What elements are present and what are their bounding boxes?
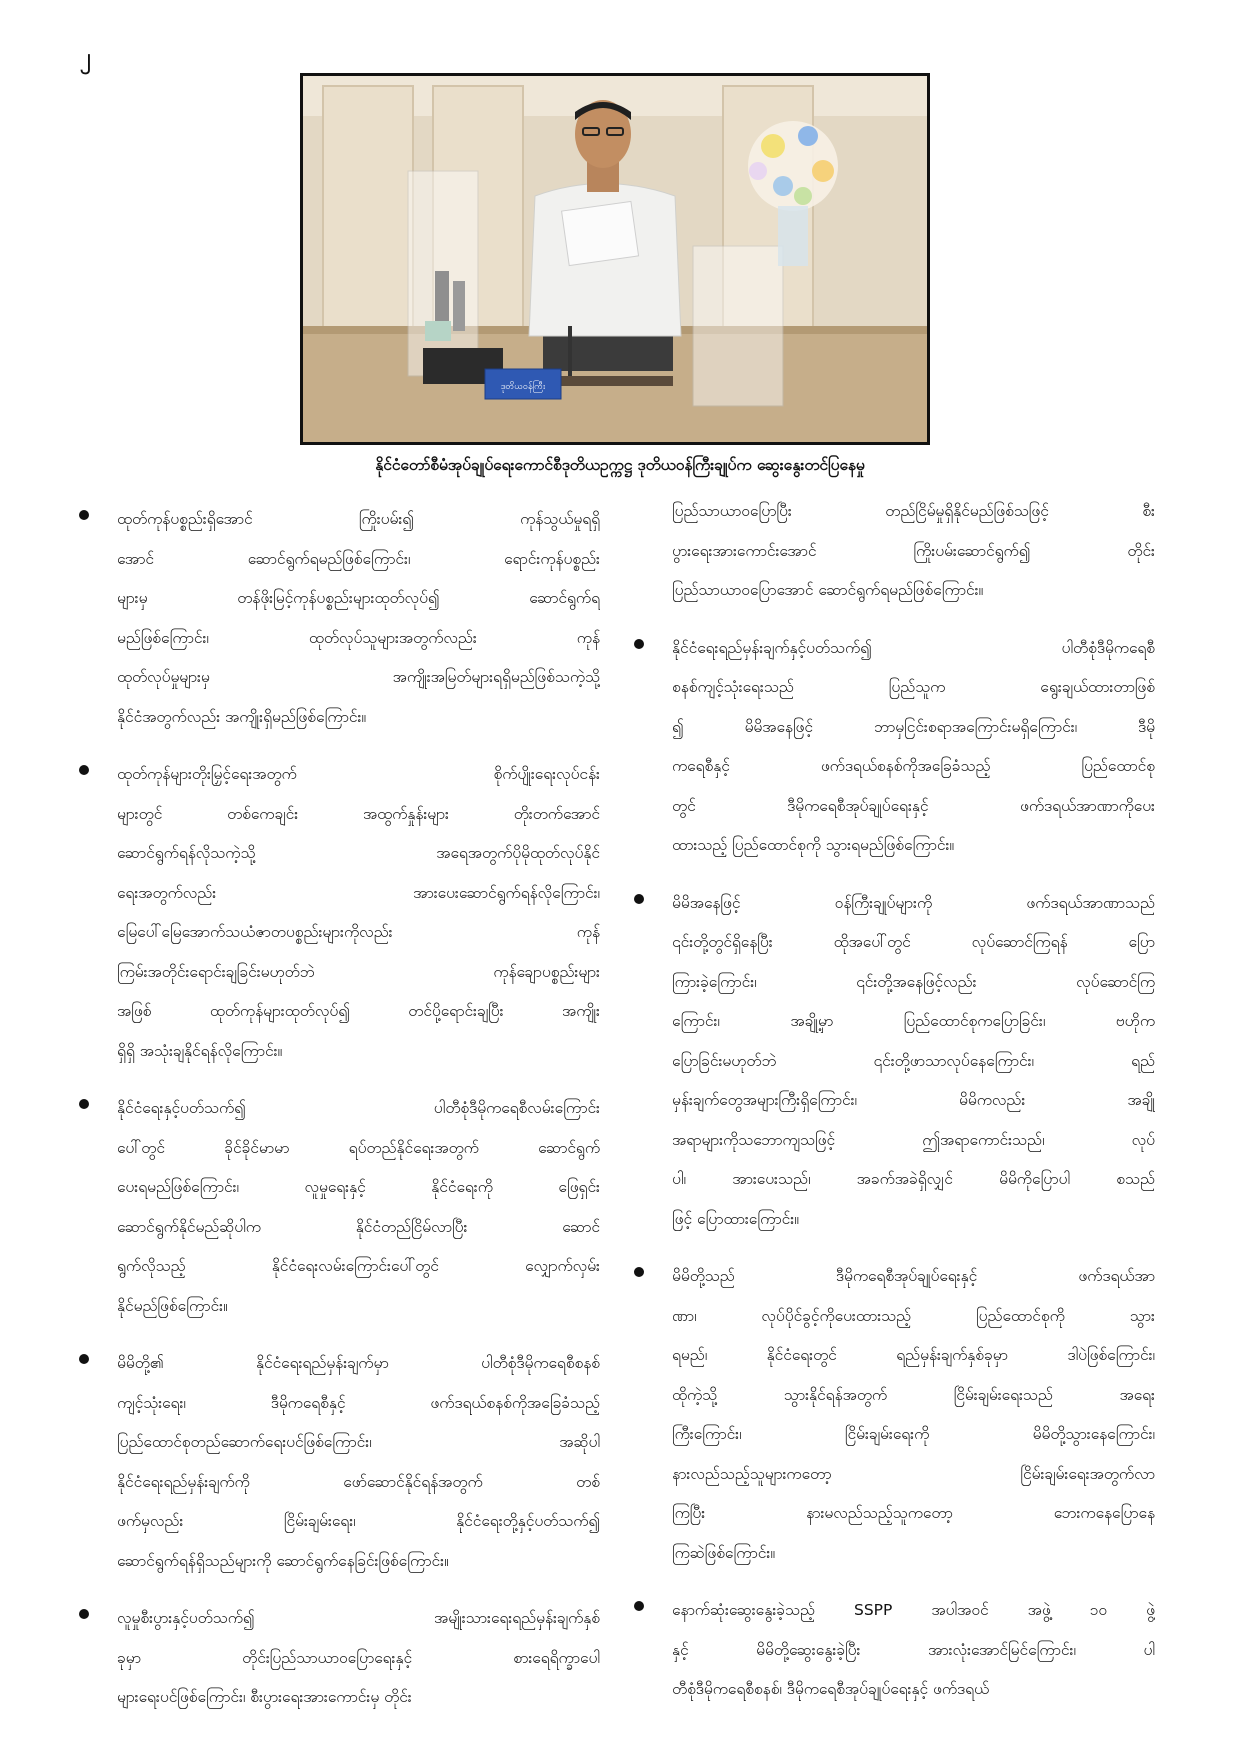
- text-line: ကြောင်း၊ အချို့မှာ ပြည်ထောင်စုကပြောခြင်း၊ ဗဟိုက: [672, 1012, 1155, 1030]
- bullet-icon: [79, 1099, 89, 1109]
- text-line: ပြည်သာယာဝပြောပြီး တည်ငြိမ်မှုရှိနိုင်မည်ဖြစ်သဖြင့် စီး: [672, 502, 1155, 520]
- text-line: ရွက်လိုသည့် နိုင်ငံရေးလမ်းကြောင်းပေါ်တွင် လျှောက်လှမ်း: [117, 1257, 600, 1275]
- text-line: များရေးပင်ဖြစ်ကြောင်း၊ စီးပွားရေးအားကောင်းမှ တိုင်း: [117, 1688, 412, 1706]
- bullet-icon: [79, 765, 89, 775]
- text-line: များမှ တန်ဖိုးမြင့်ကုန်ပစ္စည်းများထုတ်လုပ်၍ ဆောင်ရွက်ရ: [117, 589, 600, 607]
- text-line: ရမည်၊ နိုင်ငံရေးတွင် ရည်မှန်းချက်နှစ်ခုမှာ ဒါပဲဖြစ်ကြောင်း၊: [672, 1346, 1155, 1364]
- text-line: ထုတ်ကုန်များတိုးမြှင့်ရေးအတွက် စိုက်ပျိုးရေးလုပ်ငန်း: [117, 765, 600, 783]
- text-line: ကရေစီနှင့် ဖက်ဒရယ်စနစ်ကိုအခြေခံသည့် ပြည်ထောင်စု: [672, 757, 1155, 775]
- text-line: ထိုကဲ့သို့ သွားနိုင်ရန်အတွက် ငြိမ်းချမ်းရေးသည် အရေး: [672, 1385, 1155, 1404]
- bullet-paragraph: [630, 1591, 1155, 1710]
- bullet-paragraph: [75, 1089, 600, 1326]
- text-line: နားလည်သည့်သူများကတော့ ငြိမ်းချမ်းရေးအတွက်လာ: [672, 1464, 1155, 1483]
- text-line: ကြီးကြောင်း၊ ငြိမ်းချမ်းရေးကို မိမိတို့သွားနေကြောင်း၊: [672, 1425, 1155, 1443]
- left-column: [75, 500, 600, 1736]
- nameplate-text: ဒုတိယဝန်ကြီး: [500, 382, 546, 392]
- text-line: ပေါ်တွင် ခိုင်ခိုင်မာမာ ရပ်တည်နိုင်ရေးအတွက် ဆောင်ရွက်: [117, 1138, 600, 1157]
- text-line: ကျင့်သုံးရေး၊ ဒီမိုကရေစီနှင့် ဖက်ဒရယ်စနစ်ကိုအခြေခံသည့်: [117, 1393, 600, 1412]
- text-line: ၎င်းတို့တွင်ရှိနေပြီး ထိုအပေါ်တွင် လုပ်ဆောင်ကြရန် ပြော: [672, 933, 1155, 951]
- bullet-icon: [634, 1601, 644, 1611]
- bullet-paragraph: [75, 1599, 600, 1718]
- text-line: များတွင် တစ်ကေချင်း အထွက်နှုန်းများ တိုးတက်အောင်: [117, 804, 600, 823]
- text-line: နိုင်မည်ဖြစ်ကြောင်း။: [117, 1296, 228, 1315]
- text-line: ကြဆဲဖြစ်ကြောင်း။: [672, 1543, 776, 1562]
- meeting-photo: [300, 73, 930, 445]
- bullet-icon: [634, 1267, 644, 1277]
- text-line: အောင် ဆောင်ရွက်ရမည်ဖြစ်ကြောင်း၊ ရောင်းကုန်ပစ္စည်း: [117, 549, 600, 568]
- text-line: နိုင်ငံရေးရည်မှန်းချက်ကို ဖော်ဆောင်နိုင်ရန်အတွက် တစ်: [117, 1472, 600, 1491]
- bullet-icon: [79, 1354, 89, 1364]
- text-line: ဖြင့် ပြောထားကြောင်း။: [672, 1209, 799, 1228]
- text-line: မိမိတို့၏ နိုင်ငံရေးရည်မှန်းချက်မှာ ပါတီစုံဒီမိုကရေစီစနစ်: [117, 1354, 600, 1372]
- bullet-icon: [79, 510, 89, 520]
- bullet-paragraph: [630, 1257, 1155, 1573]
- text-line: မိမိအနေဖြင့် ဝန်ကြီးချုပ်များကို ဖက်ဒရယ်အာဏာသည်: [672, 893, 1155, 912]
- text-line: ဆောင်ရွက်နိုင်မည်ဆိုပါက နိုင်ငံတည်ငြိမ်လာပြီး ဆောင်: [117, 1217, 600, 1236]
- bullet-icon: [79, 1609, 89, 1619]
- text-line: စနစ်ကျင့်သုံးရေးသည် ပြည်သူက ရွေးချယ်ထားတာဖြစ်: [672, 678, 1155, 696]
- bullet-icon: [634, 639, 644, 649]
- text-line: နောက်ဆုံးဆွေးနွေးခဲ့သည့် SSPP အပါအဝင် အဖွဲ့ ၁၀ ဖွဲ့: [672, 1601, 1155, 1619]
- bullet-paragraph: [630, 884, 1155, 1240]
- text-line: မှန်းချက်တွေအများကြီးရှိကြောင်း၊ မိမိကလည်း အချို့: [672, 1091, 1155, 1109]
- text-line: နှင့် မိမိတို့ဆွေးနွေးခဲ့ပြီး အားလုံးအောင်မြင်ကြောင်း၊ ပါ: [672, 1640, 1155, 1659]
- bullet-paragraph: [75, 500, 600, 737]
- photo-illustration: [303, 76, 927, 442]
- text-line: နိုင်ငံရေးနှင့်ပတ်သက်၍ ပါတီစုံဒီမိုကရေစီလမ်းကြောင်း: [117, 1099, 600, 1117]
- bullet-paragraph: [630, 629, 1155, 866]
- right-column: [630, 492, 1155, 1728]
- text-line: အဖြစ် ထုတ်ကုန်များထုတ်လုပ်၍ တင်ပို့ရောင်းချပြီး အကျိုး: [117, 1002, 600, 1020]
- text-line: မည်ဖြစ်ကြောင်း၊ ထုတ်လုပ်သူများအတွက်လည်း ကုန်: [117, 628, 600, 647]
- text-line: မိမိတို့သည် ဒီမိုကရေစီအုပ်ချုပ်ရေးနှင့် ဖက်ဒရယ်အာ: [672, 1267, 1155, 1285]
- photo-caption: နိုင်ငံတော်စီမံအုပ်ချုပ်ရေးကောင်စီဒုတိယဥက္ကဋ္ဌ ဒုတိယဝန်ကြီးချုပ်က ဆွေးနွေးတင်ပြနေမှု: [375, 456, 865, 474]
- text-line: ရေးအတွက်လည်း အားပေးဆောင်ရွက်ရန်လိုကြောင်း၊: [117, 883, 600, 902]
- text-line: ပြောခြင်းမဟုတ်ဘဲ ၎င်းတို့ဖာသာလုပ်နေကြောင်း၊ ရည်: [672, 1051, 1155, 1070]
- text-line: ဏာ၊ လုပ်ပိုင်ခွင့်ကိုပေးထားသည့် ပြည်ထောင်စုကို သွား: [672, 1306, 1155, 1325]
- text-line: ထုတ်လုပ်မှုများမှ အကျိုးအမြတ်များရရှိမည်ဖြစ်သကဲ့သို့: [117, 668, 600, 686]
- bullet-paragraph: [630, 492, 1155, 611]
- text-line: ဆောင်ရွက်ရန်ရှိသည်များကို ဆောင်ရွက်နေခြင်းဖြစ်ကြောင်း။: [117, 1551, 449, 1570]
- text-line: တီစုံဒီမိုကရေစီစနစ်၊ ဒီမိုကရေစီအုပ်ချုပ်ရေးနှင့် ဖက်ဒရယ်: [672, 1680, 990, 1698]
- text-line: ဖက်မှလည်း ငြိမ်းချမ်းရေး၊ နိုင်ငံရေးတို့နှင့်ပတ်သက်၍: [117, 1512, 600, 1530]
- text-line: ရှိရှိ အသုံးချနိုင်ရန်လိုကြောင်း။: [117, 1041, 283, 1060]
- text-line: ပွားရေးအားကောင်းအောင် ကြိုးပမ်းဆောင်ရွက်၍ တိုင်း: [672, 541, 1155, 560]
- bullet-paragraph: [75, 1344, 600, 1581]
- text-line: ကြမ်းအတိုင်းရောင်းချခြင်းမဟုတ်ဘဲ ကုန်ချောပစ္စည်းများ: [117, 962, 600, 981]
- text-line: ထားသည့် ပြည်ထောင်စုကို သွားရမည်ဖြစ်ကြောင်း။: [672, 836, 955, 854]
- text-line: ကြားခဲ့ကြောင်း၊ ၎င်းတို့အနေဖြင့်လည်း လုပ်ဆောင်ကြ: [672, 972, 1155, 991]
- page-number: ၂: [80, 44, 91, 69]
- text-line: ကြပြီး နားမလည်သည့်သူကတော့ ဘေးကနေပြောနေ: [672, 1504, 1155, 1522]
- text-line: ပါ၊ အားပေးသည်၊ အခက်အခဲရှိလျှင် မိမိကိုပြောပါ စသည်: [672, 1170, 1155, 1188]
- text-line: ၍ မိမိအနေဖြင့် ဘာမှငြင်းစရာအကြောင်းမရှိကြောင်း၊ ဒီမို: [672, 717, 1155, 736]
- bullet-icon: [634, 894, 644, 904]
- bullet-paragraph: [75, 755, 600, 1071]
- text-line: အရာများကိုသဘောကျသဖြင့် ဤအရာကောင်းသည်၊ လုပ်: [672, 1130, 1155, 1149]
- text-line: နိုင်ငံအတွက်လည်း အကျိုးရှိမည်ဖြစ်ကြောင်း။: [117, 707, 367, 726]
- text-line: တွင် ဒီမိုကရေစီအုပ်ချုပ်ရေးနှင့် ဖက်ဒရယ်အာဏာကိုပေး: [672, 796, 1155, 815]
- text-line: ခုမှာ တိုင်းပြည်သာယာဝပြောရေးနှင့် စားရေရိက္ခာပေါ: [117, 1648, 600, 1667]
- text-line: လူမှုစီးပွားနှင့်ပတ်သက်၍ အမျိုးသားရေးရည်မှန်းချက်နှစ်: [117, 1609, 600, 1627]
- text-line: နိုင်ငံရေးရည်မှန်းချက်နှင့်ပတ်သက်၍ ပါတီစုံဒီမိုကရေစီ: [672, 638, 1155, 657]
- text-line: မြေပေါ်မြေအောက်သယံဇာတပစ္စည်းများကိုလည်း ကုန်: [117, 923, 600, 941]
- text-line: ပြည်သာယာဝပြောအောင် ဆောင်ရွက်ရမည်ဖြစ်ကြောင်း။: [672, 581, 984, 599]
- text-line: ဆောင်ရွက်ရန်လိုသကဲ့သို့ အရေအတွက်ပိုမိုထုတ်လုပ်နိုင်: [117, 844, 600, 862]
- text-line: ပေးရမည်ဖြစ်ကြောင်း၊ လူမှုရေးနှင့် နိုင်ငံရေးကို ဖြေရှင်း: [117, 1178, 600, 1196]
- text-line: ထုတ်ကုန်ပစ္စည်းရှိအောင် ကြိုးပမ်း၍ ကုန်သွယ်မှုရရှိ: [117, 510, 600, 528]
- text-line: ပြည်ထောင်စုတည်ဆောက်ရေးပင်ဖြစ်ကြောင်း၊ အဆိုပါ: [117, 1433, 600, 1451]
